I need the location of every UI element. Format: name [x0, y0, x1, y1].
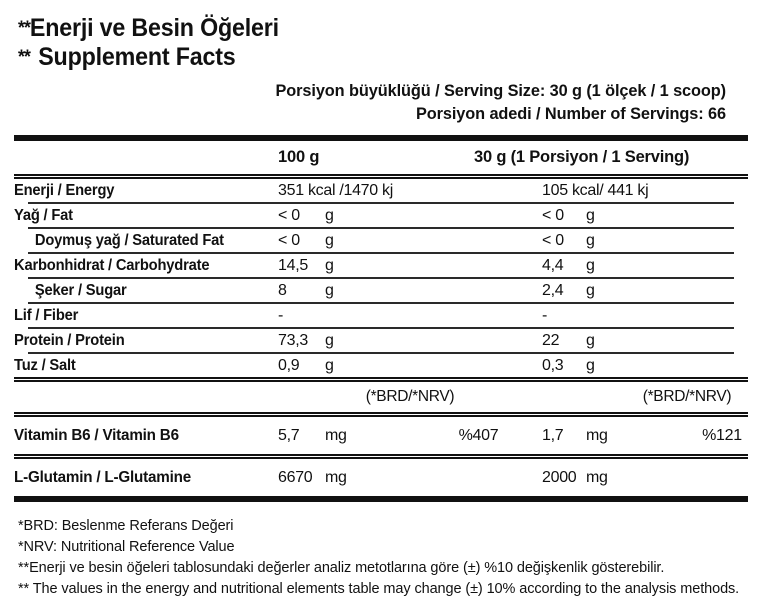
table-row: [14, 254, 748, 277]
footnote-variance-turkish: **Enerji ve besin öğeleri tablosundaki değerler analiz metotlarına göre (±) %10 değişkenlik gösterebilir.: [18, 560, 665, 576]
row-value-100g: < 0: [278, 206, 300, 224]
nrv-header-section: [14, 382, 748, 412]
row-value-100g: 0,9: [278, 356, 300, 374]
row-label: Protein / Protein: [14, 331, 125, 349]
row-unit-100g: g: [325, 256, 334, 274]
row-value-100g: 6670: [278, 468, 313, 486]
row-value-serving: 4,4: [542, 256, 564, 274]
row-unit-100g: g: [325, 281, 334, 299]
row-value-100g: 73,3: [278, 331, 308, 349]
row-unit-serving: g: [586, 206, 595, 224]
row-unit-serving: g: [586, 281, 595, 299]
table-row: [14, 459, 748, 496]
row-label: Lif / Fiber: [14, 306, 79, 324]
row-value-serving: 105 kcal/ 441 kj: [542, 181, 649, 199]
servings-per-container: Porsiyon adedi / Number of Servings: 66: [415, 104, 726, 123]
asterisk-marker: **: [18, 18, 30, 39]
footnote-brd: *BRD: Beslenme Referans Değeri: [18, 518, 234, 534]
row-label: Yağ / Fat: [14, 206, 73, 224]
row-label: Karbonhidrat / Carbohydrate: [14, 256, 210, 274]
nutrition-table: [14, 141, 748, 174]
row-unit-100g: g: [325, 206, 334, 224]
nrv-label-100g: (*BRD/*NRV): [365, 388, 455, 405]
title-english: [18, 43, 697, 72]
row-value-serving: < 0: [542, 231, 564, 249]
row-label: Doymuş yağ / Saturated Fat: [34, 231, 224, 249]
footnote-variance-english: ** The values in the energy and nutritional elements table may change (±) 10% according to the analysis methods.: [18, 581, 740, 597]
row-value-serving: < 0: [542, 206, 564, 224]
table-row: [14, 329, 748, 352]
row-value-serving: -: [542, 306, 548, 324]
table-row: [14, 204, 748, 227]
table-row: [14, 354, 748, 377]
row-unit-100g: g: [325, 356, 334, 374]
title-turkish-text: Enerji ve Besin Öğeleri: [29, 14, 279, 42]
title-turkish: [18, 14, 697, 43]
asterisk-marker: **: [18, 47, 30, 68]
row-value-100g: 14,5: [278, 256, 308, 274]
row-value-serving: 22: [542, 331, 560, 349]
row-label: Enerji / Energy: [14, 181, 115, 199]
row-label: Tuz / Salt: [14, 356, 76, 374]
footnotes: [0, 502, 762, 600]
serving-size: Porsiyon büyüklüğü / Serving Size: 30 g (1 ölçek / 1 scoop): [275, 81, 726, 100]
row-label: Şeker / Sugar: [34, 281, 127, 299]
row-unit-serving: g: [586, 356, 595, 374]
row-label: Vitamin B6 / Vitamin B6: [14, 426, 179, 444]
row-value-serving: 1,7: [542, 426, 564, 444]
row-unit-100g: g: [325, 331, 334, 349]
title-english-text: Supplement Facts: [38, 43, 236, 71]
row-value-100g: 5,7: [278, 426, 300, 444]
table-row: [14, 179, 748, 202]
row-value-100g: 8: [278, 281, 287, 299]
nutrient-rows: [14, 179, 748, 377]
row-unit-100g: mg: [325, 426, 347, 444]
glutamine-section: [14, 459, 748, 496]
row-unit-serving: mg: [586, 468, 608, 486]
row-unit-serving: g: [586, 256, 595, 274]
row-label: L-Glutamin / L-Glutamine: [14, 468, 191, 486]
row-unit-100g: g: [325, 231, 334, 249]
table-row: [14, 229, 748, 252]
row-nrv-100g: %407: [458, 426, 499, 444]
header-per-serving: 30 g (1 Porsiyon / 1 Serving): [474, 148, 690, 166]
row-unit-serving: mg: [586, 426, 608, 444]
row-value-100g: < 0: [278, 231, 300, 249]
row-value-serving: 2,4: [542, 281, 564, 299]
row-nrv-serving: %121: [702, 426, 742, 444]
row-unit-serving: g: [586, 331, 595, 349]
micronutrient-rows: [14, 417, 748, 454]
footnote-nrv: *NRV: Nutritional Reference Value: [18, 539, 235, 555]
nrv-header-row: [14, 382, 748, 412]
row-value-100g: 351 kcal /1470 kj: [278, 181, 393, 199]
nrv-label-serving: (*BRD/*NRV): [642, 388, 732, 405]
title-block: [0, 0, 762, 125]
row-unit-serving: g: [586, 231, 595, 249]
row-value-serving: 2000: [542, 468, 577, 486]
table-row: [14, 417, 748, 454]
row-unit-100g: mg: [325, 468, 347, 486]
header-per-100g: 100 g: [278, 148, 320, 166]
row-value-serving: 0,3: [542, 356, 564, 374]
table-header-row: [14, 141, 748, 174]
row-value-100g: -: [278, 306, 284, 324]
table-row: [14, 279, 748, 302]
table-row: [14, 304, 748, 327]
serving-info: [18, 79, 748, 125]
